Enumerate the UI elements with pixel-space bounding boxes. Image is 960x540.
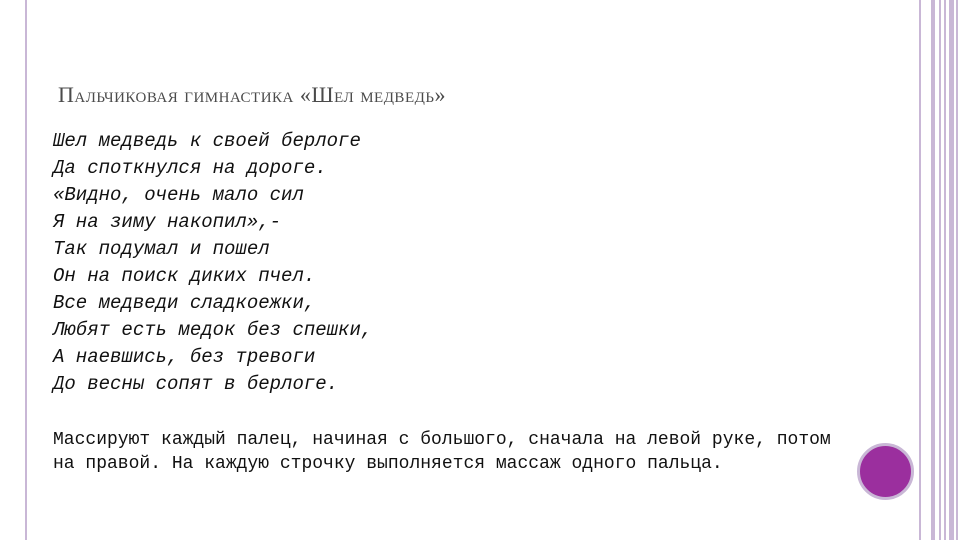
poem-line: До весны сопят в берлоге. [53,373,339,395]
slide-title: Пальчиковая гимнастика «Шел медведь» [58,82,446,107]
poem-line: Все медведи сладкоежки, [53,292,316,314]
decorative-stripe [931,0,935,540]
decorative-stripe [939,0,941,540]
instructions-text: Массируют каждый палец, начиная с большого, сначала на левой руке, потом на правой. На каждую строчку выполняется массаж одного пальца. [53,430,831,474]
poem-line: Да споткнулся на дороге. [53,157,327,179]
decorative-stripe [944,0,946,540]
poem-line: Я на зиму накопил»,- [53,211,282,233]
poem-line: Он на поиск диких пчел. [53,265,316,287]
poem-line: Так подумал и пошел [53,238,270,260]
poem-line: «Видно, очень мало сил [53,184,304,206]
poem-line: Любят есть медок без спешки, [53,319,373,341]
decorative-stripe [949,0,954,540]
poem-line: А наевшись, без тревоги [53,346,316,368]
poem-text [53,128,372,398]
decorative-circle [857,443,914,500]
poem-line: Шел медведь к своей берлоге [53,130,361,152]
decorative-stripe [956,0,958,540]
